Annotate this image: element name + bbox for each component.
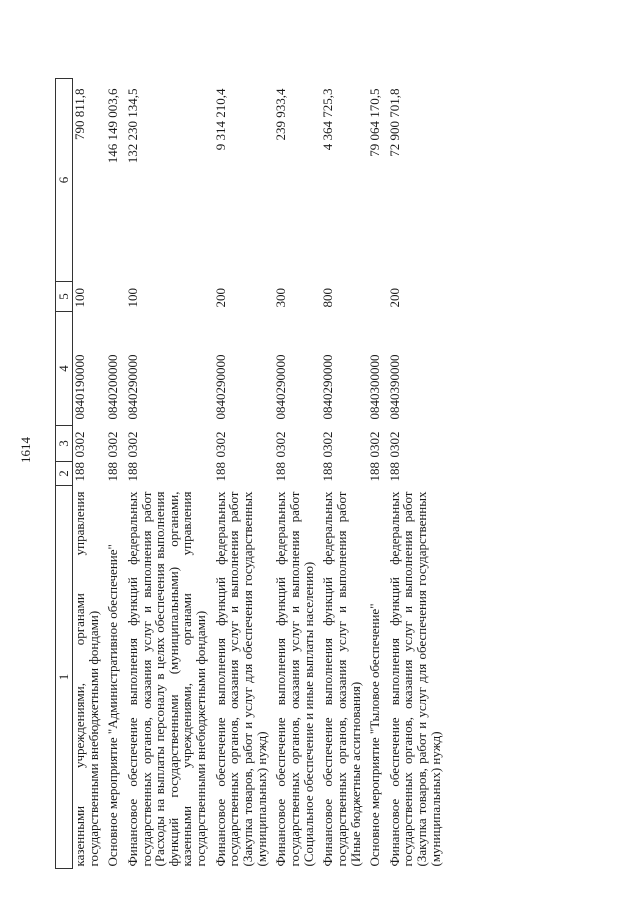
row-section-code: 0302 xyxy=(105,431,121,458)
column-header-5: 5 xyxy=(56,282,73,312)
table-row xyxy=(321,79,368,869)
row-description: Основное мероприятие "Тыловое обеспечение" xyxy=(367,603,383,867)
row-section-code: 0302 xyxy=(320,431,336,458)
table-row xyxy=(274,79,321,869)
row-expense-type: 200 xyxy=(386,288,402,308)
row-amount: 4 364 725,3 xyxy=(320,88,336,151)
row-description: Финансовое обеспечение выполнения функций федеральных государственных органов, оказания услуг и выполнения работ (Закупка товаров, работ и услуг для обеспечения государственных (муниципальных) нужд) xyxy=(212,491,269,867)
table-row xyxy=(126,79,214,869)
row-section-code: 0302 xyxy=(212,431,228,458)
table-row xyxy=(214,79,275,869)
row-section-code: 0302 xyxy=(72,431,87,458)
row-target-code: 0840290000 xyxy=(320,354,336,420)
row-amount: 9 314 210,4 xyxy=(212,88,228,151)
column-header-6: 6 xyxy=(56,79,73,282)
row-description: Финансовое обеспечение выполнения функций федеральных государственных органов, оказания услуг и выполнения работ (Социальное обеспечение и иные выплаты населению) xyxy=(273,491,316,867)
row-target-code: 0840300000 xyxy=(367,354,383,420)
row-expense-type: 100 xyxy=(124,288,140,308)
row-expense-type xyxy=(106,282,126,312)
table-header-row xyxy=(56,79,73,869)
row-section-code: 0302 xyxy=(367,431,383,458)
row-description: Финансовое обеспечение выполнения функций федеральных государственных органов, оказания услуг и выполнения работ (Иные бюджетные ассигнования) xyxy=(320,491,363,867)
row-amount: 239 933,4 xyxy=(273,88,289,141)
row-expense-type: 300 xyxy=(273,288,289,308)
row-admin-code: 188 xyxy=(320,462,336,482)
row-target-code: 0840290000 xyxy=(212,354,228,420)
column-header-3: 3 xyxy=(56,426,73,462)
column-header-1: 1 xyxy=(56,486,73,869)
column-header-4: 4 xyxy=(56,312,73,426)
row-amount: 790 811,8 xyxy=(72,88,87,141)
row-description: Финансовое обеспечение выполнения функций федеральных государственных органов, оказания услуг и выполнения работ (Расходы на выплаты персоналу в целях обеспечения выполнения функций государственными (муниципальными) органами, казенными учреждениями, органами управления государственными внебюджетными фондами) xyxy=(124,491,209,867)
row-expense-type: 100 xyxy=(72,288,87,308)
row-section-code: 0302 xyxy=(124,431,140,458)
row-expense-type xyxy=(368,282,388,312)
row-amount: 79 064 170,5 xyxy=(367,88,383,157)
budget-table xyxy=(55,78,448,869)
row-expense-type: 200 xyxy=(212,288,228,308)
row-admin-code: 188 xyxy=(212,462,228,482)
row-target-code: 0840200000 xyxy=(105,354,121,420)
table-row xyxy=(73,79,107,869)
row-target-code: 0840190000 xyxy=(72,354,87,420)
row-admin-code: 188 xyxy=(124,462,140,482)
row-description: казенными учреждениями, органами управления государственными внебюджетными фондами) xyxy=(72,491,101,867)
row-description: Финансовое обеспечение выполнения функций федеральных государственных органов, оказания услуг и выполнения работ (Закупка товаров, работ и услуг для обеспечения государственных (муниципальных) нужд) xyxy=(386,491,443,867)
column-header-2: 2 xyxy=(56,462,73,486)
row-admin-code: 188 xyxy=(105,462,121,482)
row-expense-type: 800 xyxy=(320,288,336,308)
row-target-code: 0840390000 xyxy=(386,354,402,420)
page-number: 1614 xyxy=(18,437,33,463)
row-amount: 72 900 701,8 xyxy=(386,88,402,157)
row-target-code: 0840290000 xyxy=(124,354,140,420)
row-section-code: 0302 xyxy=(386,431,402,458)
row-admin-code: 188 xyxy=(386,462,402,482)
table-row xyxy=(388,79,449,869)
row-amount: 132 230 134,5 xyxy=(124,88,140,164)
row-admin-code: 188 xyxy=(367,462,383,482)
row-admin-code: 188 xyxy=(273,462,289,482)
row-description: Основное мероприятие "Административное обеспечение" xyxy=(105,544,121,867)
row-admin-code: 188 xyxy=(72,462,87,482)
row-section-code: 0302 xyxy=(273,431,289,458)
row-amount: 146 149 003,6 xyxy=(105,88,121,164)
row-target-code: 0840290000 xyxy=(273,354,289,420)
table-row xyxy=(106,79,126,869)
table-row xyxy=(368,79,388,869)
